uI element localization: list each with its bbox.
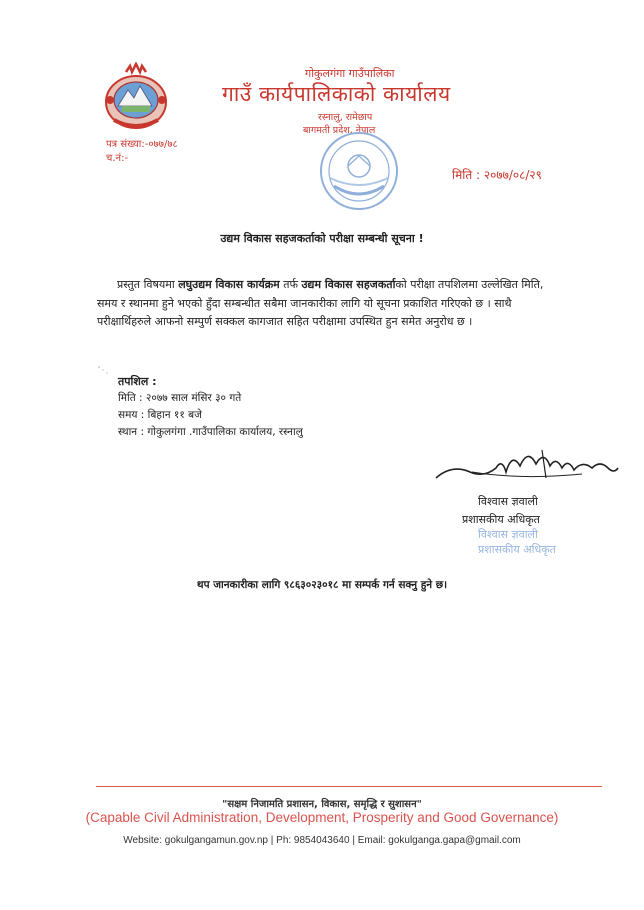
signature-stamp <box>478 527 556 557</box>
handwritten-signature <box>432 438 622 488</box>
letter-date: मिति : २०७७/०८/२९ <box>452 168 542 182</box>
government-emblem-icon <box>96 62 176 132</box>
signer-name: विश्वास ज्ञवाली <box>478 495 538 508</box>
footer-contact-line: Website: gokulgangamun.gov.np | Ph: 9854043640 | Email: gokulganga.gapa@gmail.com <box>123 835 521 846</box>
exam-date: मिति : २०७७ साल मंसिर ३० गते <box>118 392 242 404</box>
motto-english: (Capable Civil Administration, Development, Prosperity and Good Governance) <box>85 810 559 825</box>
dispatch-number: च.नं:- <box>106 153 129 164</box>
motto-nepali: "सक्षम निजामति प्रशासन, विकास, समृद्धि र सुशासन" <box>222 799 422 810</box>
body-text-3: को परीक्षा तपशिलमा उल्लेखित मिति, समय र स्थानमा हुने भएको हुँदा सम्बन्धीत सबैमा जानकारीका लागि यो सूचना प्रकाशित गरिएको छ । साथै परीक्षार्थिहरुले आफनो सम्पुर्ण सक्कल कागजात सहित परीक्षामा उपस्थित हुन समेत अनुरोध छ । <box>97 278 544 328</box>
municipality-name: गोकुलगंगा गाउँपालिका <box>305 67 395 80</box>
footer-divider <box>96 786 602 787</box>
stamp-name: विश्वास ज्ञवाली <box>478 528 538 541</box>
body-text-1: प्रस्तुत विषयमा <box>117 278 179 291</box>
stamp-title: प्रशासकीय अधिकृत <box>478 543 556 556</box>
office-round-stamp-icon <box>316 128 402 214</box>
notice-subject: उद्यम विकास सहजकर्ताको परीक्षा सम्बन्धी सूचना ! <box>220 232 424 245</box>
body-text-2: तर्फ <box>279 278 302 291</box>
body-position-name: उद्यम विकास सहजकर्ता <box>301 278 396 291</box>
signer-title: प्रशासकीय अधिकृत <box>462 513 540 526</box>
reference-number: पत्र संख्या:-०७७/७८ <box>106 139 178 150</box>
exam-time: समय : बिहान ११ बजे <box>118 409 202 421</box>
notice-body <box>97 276 567 332</box>
address-line-1: रस्नालु, रामेछाप <box>318 112 373 123</box>
details-heading: तपशिल : <box>118 375 157 388</box>
scan-speck <box>96 364 110 376</box>
address-line-2: बागमती प्रदेश, नेपाल <box>303 125 376 136</box>
contact-note: थप जानकारीका लागि ९८६३०२३०१८ मा सम्पर्क गर्न सक्नु हुने छ। <box>196 579 448 591</box>
exam-venue: स्थान : गोकुलगंगा .गाउँपालिका कार्यालय, रस्नालु <box>118 426 303 438</box>
body-program-name: लघुउद्यम विकास कार्यक्रम <box>178 278 280 291</box>
office-title: गाउँ कार्यपालिकाको कार्यालय <box>222 82 451 106</box>
